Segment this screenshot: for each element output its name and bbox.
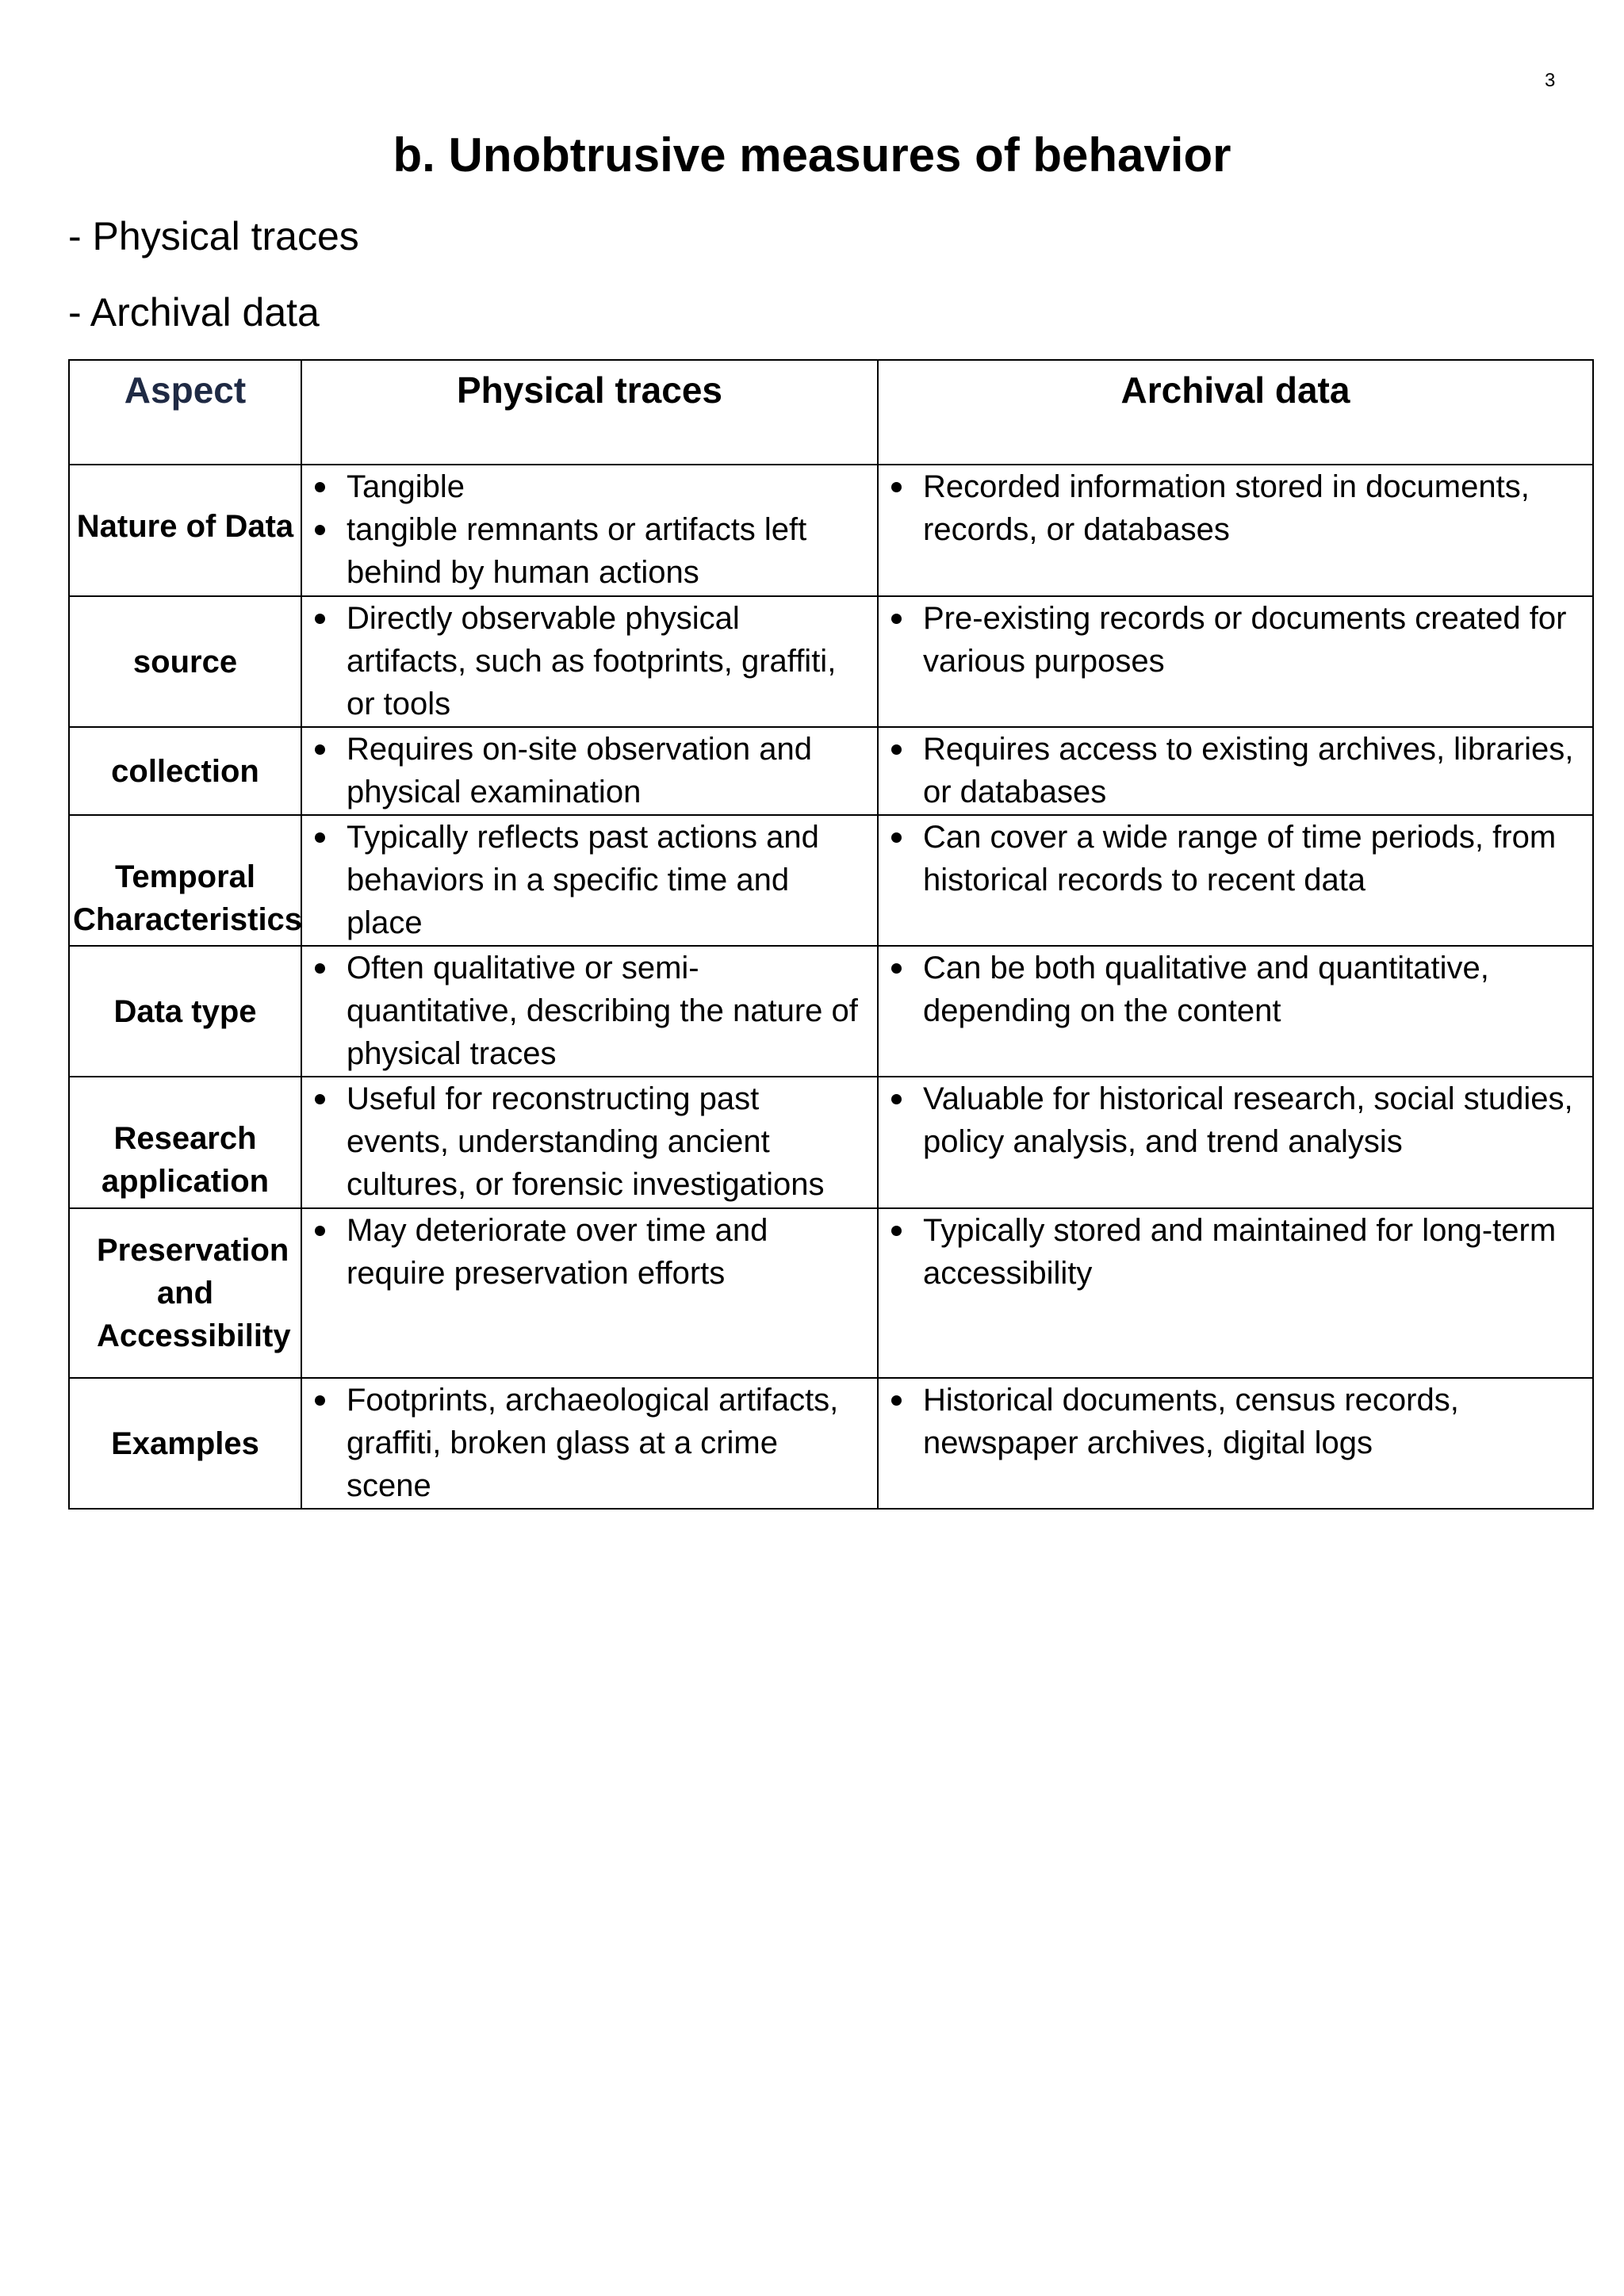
bullet-item: Recorded information stored in documents, records, or databases — [879, 465, 1592, 551]
aspect-cell — [69, 596, 301, 727]
bullet-list — [879, 597, 1592, 683]
aspect-label: collection — [111, 753, 259, 789]
bullet-item: Pre-existing records or documents created for various purposes — [879, 597, 1592, 683]
intro-physical-traces: - Physical traces — [68, 214, 359, 258]
archival-cell — [878, 727, 1593, 815]
aspect-label: Research application — [101, 1121, 270, 1199]
aspect-label: source — [132, 644, 238, 679]
aspect-label: Data type — [113, 993, 257, 1029]
page-title: b. Unobtrusive measures of behavior — [393, 128, 1231, 182]
archival-cell — [878, 465, 1593, 596]
bullet-item: tangible remnants or artifacts left behind by human actions — [302, 508, 877, 594]
header-archival-data: Archival data — [878, 360, 1593, 465]
table-row — [69, 1077, 1593, 1208]
aspect-cell — [69, 946, 301, 1077]
bullet-list — [302, 465, 877, 594]
bullet-list — [302, 947, 877, 1075]
bullet-list — [879, 1379, 1592, 1464]
bullet-item: Often qualitative or semi-quantitative, describing the nature of physical traces — [302, 947, 877, 1075]
bullet-list — [879, 728, 1592, 813]
physical-cell — [301, 946, 878, 1077]
physical-cell — [301, 815, 878, 946]
aspect-cell — [69, 1208, 301, 1378]
table-row — [69, 727, 1593, 815]
bullet-item: Useful for reconstructing past events, understanding ancient cultures, or forensic investigations — [302, 1077, 877, 1206]
aspect-label: Nature of Data — [76, 509, 294, 544]
table-row — [69, 465, 1593, 596]
table-row — [69, 1208, 1593, 1378]
bullet-item: Can cover a wide range of time periods, from historical records to recent data — [879, 816, 1592, 901]
table-row — [69, 946, 1593, 1077]
aspect-cell — [69, 1077, 301, 1208]
physical-cell — [301, 596, 878, 727]
bullet-list — [302, 728, 877, 813]
physical-cell — [301, 727, 878, 815]
intro-archival-data: - Archival data — [68, 290, 320, 335]
bullet-list — [879, 1209, 1592, 1295]
bullet-item: Requires access to existing archives, libraries, or databases — [879, 728, 1592, 813]
bullet-item: Historical documents, census records, newspaper archives, digital logs — [879, 1379, 1592, 1464]
bullet-list — [879, 1077, 1592, 1163]
bullet-item: Typically stored and maintained for long-term accessibility — [879, 1209, 1592, 1295]
bullet-list — [302, 1379, 877, 1507]
comparison-table — [68, 359, 1594, 1510]
archival-cell — [878, 1208, 1593, 1378]
archival-cell — [878, 1077, 1593, 1208]
header-aspect: Aspect — [69, 360, 301, 465]
physical-cell — [301, 1208, 878, 1378]
archival-cell — [878, 596, 1593, 727]
aspect-cell — [69, 727, 301, 815]
archival-cell — [878, 815, 1593, 946]
archival-cell — [878, 946, 1593, 1077]
bullet-item: Can be both qualitative and quantitative, depending on the content — [879, 947, 1592, 1032]
bullet-list — [879, 947, 1592, 1032]
table-row — [69, 815, 1593, 946]
page-number: 3 — [1545, 70, 1556, 91]
aspect-label: Preservation and Accessibility — [97, 1233, 291, 1353]
bullet-item: Directly observable physical artifacts, such as footprints, graffiti, or tools — [302, 597, 877, 725]
bullet-item: Tangible — [302, 465, 877, 508]
bullet-list — [302, 597, 877, 725]
aspect-cell — [69, 1378, 301, 1509]
bullet-item: May deteriorate over time and require preservation efforts — [302, 1209, 877, 1295]
aspect-label: Examples — [111, 1425, 259, 1461]
bullet-item: Footprints, archaeological artifacts, graffiti, broken glass at a crime scene — [302, 1379, 877, 1507]
aspect-cell — [69, 815, 301, 946]
table-header-row — [69, 360, 1593, 465]
table-row — [69, 596, 1593, 727]
bullet-list — [879, 816, 1592, 901]
aspect-cell — [69, 465, 301, 596]
archival-cell — [878, 1378, 1593, 1509]
bullet-list — [879, 465, 1592, 551]
bullet-list — [302, 1209, 877, 1295]
bullet-list — [302, 816, 877, 944]
physical-cell — [301, 1378, 878, 1509]
bullet-item: Typically reflects past actions and behaviors in a specific time and place — [302, 816, 877, 944]
bullet-list — [302, 1077, 877, 1206]
header-physical-traces: Physical traces — [301, 360, 878, 465]
table-row — [69, 1378, 1593, 1509]
bullet-item: Requires on-site observation and physical examination — [302, 728, 877, 813]
bullet-item: Valuable for historical research, social studies, policy analysis, and trend analysis — [879, 1077, 1592, 1163]
aspect-label: Temporal Characteristics — [73, 859, 303, 937]
physical-cell — [301, 1077, 878, 1208]
physical-cell — [301, 465, 878, 596]
